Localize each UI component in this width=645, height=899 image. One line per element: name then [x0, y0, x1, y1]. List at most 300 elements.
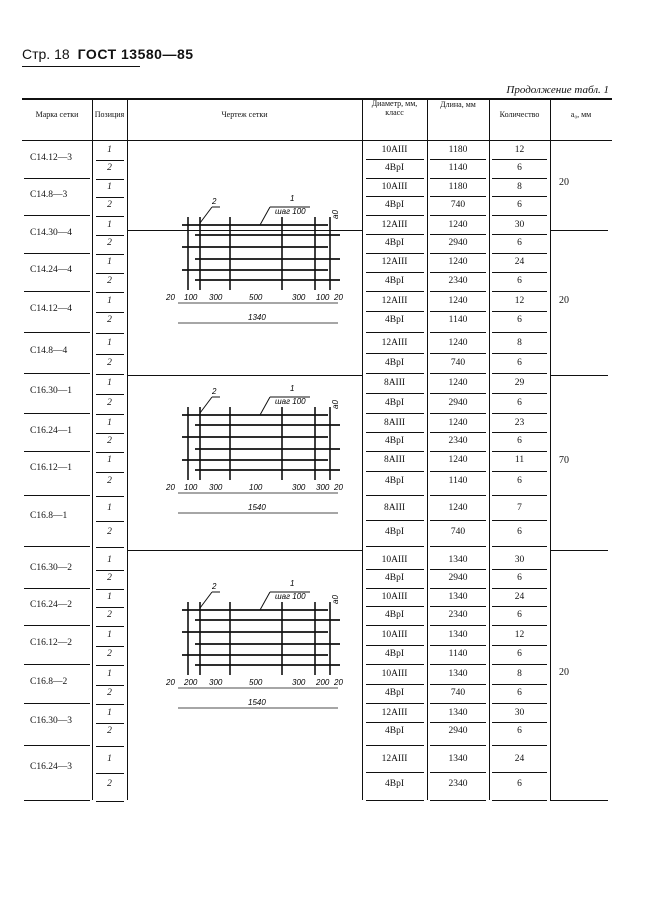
row-len: 1140: [448, 315, 468, 325]
column-divider: [92, 98, 93, 800]
row-rule: [96, 216, 124, 217]
row-rule: [96, 374, 124, 375]
column-header: Марка сетки: [35, 110, 79, 119]
row-len: 1340: [448, 630, 468, 640]
mark-rule: [24, 703, 90, 704]
row-rule: [366, 664, 424, 665]
drawing-rule: [127, 375, 362, 376]
row-rule: [430, 664, 486, 665]
row-qty: 8: [517, 338, 522, 348]
row-rule: [366, 451, 424, 452]
dimension-label: 20: [166, 678, 175, 687]
row-rule: [96, 433, 124, 434]
row-mark: С16.30—1: [30, 386, 72, 396]
row-rule: [96, 394, 124, 395]
row-position: 2: [107, 726, 112, 736]
group-rule: [550, 230, 608, 231]
row-rule: [96, 704, 124, 705]
label-pos1: 1: [290, 195, 295, 203]
row-rule: [430, 684, 486, 685]
row-qty: 30: [514, 555, 525, 565]
row-len: 1240: [448, 418, 468, 428]
row-rule: [96, 160, 124, 161]
label-pos2: 2: [212, 582, 217, 591]
row-rule: [492, 393, 547, 394]
a0-value: 20: [559, 294, 569, 306]
row-diam: 4BpI: [385, 726, 404, 736]
label-pos1: 1: [290, 580, 295, 588]
row-qty: 6: [517, 163, 522, 173]
row-rule: [430, 272, 486, 273]
row-len: 2340: [448, 779, 468, 789]
row-mark: С14.24—4: [30, 265, 72, 275]
mark-rule: [24, 664, 90, 665]
column-header: Диаметр, мм, класс: [371, 99, 418, 117]
dimension-label: 200: [316, 678, 330, 687]
row-position: 2: [107, 358, 112, 368]
row-qty: 12: [514, 630, 525, 640]
row-qty: 12: [514, 145, 525, 155]
row-qty: 24: [514, 592, 525, 602]
row-len: 1240: [448, 503, 468, 513]
row-qty: 6: [517, 276, 522, 286]
dimension-label: 300: [316, 483, 330, 492]
row-rule: [366, 471, 424, 472]
row-len: 1140: [448, 476, 468, 486]
row-rule: [492, 520, 547, 521]
row-len: 1180: [448, 182, 468, 192]
row-rule: [492, 664, 547, 665]
dimension-label: 100: [184, 483, 198, 492]
row-position: 2: [107, 688, 112, 698]
row-position: 2: [107, 315, 112, 325]
row-len: 1240: [448, 338, 468, 348]
row-position: 1: [107, 257, 112, 267]
row-rule: [492, 569, 547, 570]
mark-rule: [24, 291, 90, 292]
row-position: 2: [107, 573, 112, 583]
row-qty: 24: [514, 754, 525, 764]
row-position: 1: [107, 182, 112, 192]
row-len: 1340: [448, 754, 468, 764]
row-len: 740: [450, 527, 466, 537]
row-rule: [430, 645, 486, 646]
row-qty: 6: [517, 649, 522, 659]
row-qty: 6: [517, 315, 522, 325]
row-rule: [492, 373, 547, 374]
row-qty: 6: [517, 358, 522, 368]
row-diam: 12AIII: [381, 708, 408, 718]
row-rule: [492, 253, 547, 254]
row-diam: 8AIII: [383, 418, 406, 428]
row-rule: [366, 569, 424, 570]
row-rule: [96, 273, 124, 274]
row-position: 1: [107, 708, 112, 718]
page-number: Стр. 18: [22, 46, 70, 62]
label-pos1: 1: [290, 385, 295, 393]
dimension-label: 20: [334, 293, 343, 302]
continuation-label: Продолжение табл. 1: [506, 84, 609, 96]
row-diam: 8AIII: [383, 378, 406, 388]
row-diam: 12AIII: [381, 257, 408, 267]
row-rule: [492, 606, 547, 607]
row-mark: С16.24—3: [30, 762, 72, 772]
row-rule: [96, 254, 124, 255]
row-rule: [96, 665, 124, 666]
row-mark: С14.12—4: [30, 304, 72, 314]
row-position: 2: [107, 436, 112, 446]
row-len: 740: [450, 688, 466, 698]
row-rule: [96, 312, 124, 313]
row-rule: [430, 413, 486, 414]
row-len: 2340: [448, 276, 468, 286]
a0-label: a0: [331, 595, 340, 604]
row-position: 2: [107, 779, 112, 789]
row-rule: [96, 179, 124, 180]
row-rule: [96, 496, 124, 497]
row-rule: [492, 311, 547, 312]
row-len: 740: [450, 200, 466, 210]
row-rule: [96, 452, 124, 453]
row-rule: [492, 772, 547, 773]
dimension-label: 20: [334, 483, 343, 492]
total-length: 1540: [248, 503, 266, 512]
mark-rule: [24, 373, 90, 374]
dimension-label: 300: [292, 293, 306, 302]
row-rule: [430, 800, 486, 801]
row-qty: 29: [514, 378, 525, 388]
row-position: 1: [107, 592, 112, 602]
row-rule: [96, 626, 124, 627]
row-rule: [366, 645, 424, 646]
row-len: 1240: [448, 220, 468, 230]
row-rule: [366, 432, 424, 433]
row-position: 1: [107, 220, 112, 230]
row-diam: 8AIII: [383, 455, 406, 465]
row-rule: [366, 722, 424, 723]
row-rule: [366, 546, 424, 547]
column-divider: [127, 98, 128, 800]
row-rule: [96, 235, 124, 236]
row-rule: [96, 472, 124, 473]
row-qty: 6: [517, 476, 522, 486]
dimension-label: 300: [292, 678, 306, 687]
row-diam: 8AIII: [383, 503, 406, 513]
row-rule: [430, 311, 486, 312]
row-rule: [492, 625, 547, 626]
row-rule: [366, 684, 424, 685]
row-diam: 4BpI: [385, 315, 404, 325]
row-qty: 6: [517, 527, 522, 537]
row-rule: [430, 178, 486, 179]
row-rule: [492, 546, 547, 547]
row-qty: 6: [517, 726, 522, 736]
row-rule: [366, 495, 424, 496]
mark-rule: [24, 745, 90, 746]
row-rule: [492, 432, 547, 433]
row-qty: 6: [517, 200, 522, 210]
row-rule: [492, 332, 547, 333]
row-position: 2: [107, 610, 112, 620]
row-rule: [430, 332, 486, 333]
row-rule: [430, 703, 486, 704]
label-pos2: 2: [212, 197, 217, 206]
row-qty: 6: [517, 436, 522, 446]
row-len: 2940: [448, 238, 468, 248]
row-rule: [430, 215, 486, 216]
row-position: 1: [107, 378, 112, 388]
row-rule: [492, 684, 547, 685]
row-rule: [96, 292, 124, 293]
row-rule: [366, 311, 424, 312]
row-rule: [366, 772, 424, 773]
row-rule: [492, 451, 547, 452]
row-diam: 10AIII: [381, 145, 408, 155]
header-rule: [22, 66, 140, 67]
step-label: шаг 100: [275, 397, 306, 406]
dimension-label: 300: [209, 293, 223, 302]
dimension-label: 20: [166, 483, 175, 492]
row-len: 1240: [448, 257, 468, 267]
row-rule: [430, 253, 486, 254]
row-qty: 8: [517, 669, 522, 679]
row-position: 2: [107, 476, 112, 486]
row-position: 2: [107, 238, 112, 248]
row-rule: [430, 353, 486, 354]
drawing-rule: [127, 550, 362, 551]
row-position: 1: [107, 338, 112, 348]
column-divider: [550, 98, 551, 800]
row-rule: [492, 745, 547, 746]
page-header: [22, 46, 194, 62]
row-qty: 23: [514, 418, 525, 428]
label-pos2: 2: [212, 387, 217, 396]
row-len: 1140: [448, 163, 468, 173]
row-rule: [366, 393, 424, 394]
row-qty: 6: [517, 779, 522, 789]
row-rule: [96, 723, 124, 724]
row-rule: [492, 413, 547, 414]
row-rule: [366, 745, 424, 746]
row-rule: [96, 646, 124, 647]
row-rule: [366, 178, 424, 179]
mesh-drawing: [160, 195, 360, 335]
row-position: 2: [107, 200, 112, 210]
row-len: 1240: [448, 455, 468, 465]
total-length: 1340: [248, 313, 266, 322]
row-position: 2: [107, 398, 112, 408]
mark-rule: [24, 178, 90, 179]
row-len: 1240: [448, 378, 468, 388]
row-rule: [96, 801, 124, 802]
row-rule: [430, 722, 486, 723]
row-rule: [430, 471, 486, 472]
group-rule: [550, 800, 608, 801]
mark-rule: [24, 495, 90, 496]
row-mark: С16.24—2: [30, 600, 72, 610]
row-mark: С16.24—1: [30, 426, 72, 436]
row-len: 1340: [448, 708, 468, 718]
row-mark: С14.8—4: [30, 346, 68, 356]
row-position: 1: [107, 555, 112, 565]
a0-label: a0: [331, 210, 340, 219]
row-rule: [430, 772, 486, 773]
a0-value: 70: [559, 454, 569, 466]
row-len: 1240: [448, 296, 468, 306]
mesh-drawing: [160, 580, 360, 720]
row-position: 1: [107, 669, 112, 679]
row-rule: [492, 495, 547, 496]
row-rule: [430, 432, 486, 433]
row-mark: С16.30—2: [30, 563, 72, 573]
row-diam: 4BpI: [385, 476, 404, 486]
mark-rule: [24, 546, 90, 547]
row-len: 1340: [448, 592, 468, 602]
row-diam: 4BpI: [385, 276, 404, 286]
mark-rule: [24, 625, 90, 626]
row-mark: С16.8—1: [30, 511, 68, 521]
row-rule: [96, 685, 124, 686]
row-diam: 4BpI: [385, 358, 404, 368]
row-qty: 24: [514, 257, 525, 267]
row-position: 2: [107, 527, 112, 537]
row-rule: [492, 196, 547, 197]
row-qty: 6: [517, 610, 522, 620]
row-rule: [366, 520, 424, 521]
dimension-label: 200: [184, 678, 198, 687]
row-len: 1180: [448, 145, 468, 155]
row-len: 1340: [448, 669, 468, 679]
row-diam: 4BpI: [385, 527, 404, 537]
row-rule: [492, 353, 547, 354]
row-rule: [366, 703, 424, 704]
row-rule: [430, 569, 486, 570]
row-diam: 4BpI: [385, 163, 404, 173]
dimension-label: 20: [334, 678, 343, 687]
row-qty: 6: [517, 573, 522, 583]
column-header: Чертеж сетки: [221, 110, 268, 119]
group-rule: [550, 375, 608, 376]
row-len: 740: [450, 358, 466, 368]
row-position: 1: [107, 630, 112, 640]
row-position: 1: [107, 418, 112, 428]
dimension-label: 100: [316, 293, 330, 302]
dimension-label: 500: [249, 293, 263, 302]
row-rule: [366, 353, 424, 354]
row-rule: [492, 178, 547, 179]
row-diam: 4BpI: [385, 573, 404, 583]
row-rule: [366, 332, 424, 333]
row-mark: С16.30—3: [30, 716, 72, 726]
step-label: шаг 100: [275, 207, 306, 216]
row-diam: 12AIII: [381, 754, 408, 764]
row-position: 1: [107, 455, 112, 465]
column-header: Длина, мм: [440, 100, 476, 109]
row-len: 2340: [448, 610, 468, 620]
row-position: 1: [107, 754, 112, 764]
row-rule: [366, 253, 424, 254]
mark-rule: [24, 332, 90, 333]
row-rule: [430, 159, 486, 160]
mark-rule: [24, 588, 90, 589]
row-qty: 6: [517, 238, 522, 248]
row-diam: 4BpI: [385, 779, 404, 789]
row-rule: [96, 746, 124, 747]
row-mark: С16.8—2: [30, 677, 68, 687]
mark-rule: [24, 215, 90, 216]
row-rule: [492, 234, 547, 235]
row-rule: [366, 196, 424, 197]
row-rule: [492, 645, 547, 646]
row-rule: [492, 800, 547, 801]
row-rule: [366, 234, 424, 235]
row-rule: [492, 722, 547, 723]
mark-rule: [24, 800, 90, 801]
row-len: 2340: [448, 436, 468, 446]
row-rule: [430, 196, 486, 197]
row-diam: 10AIII: [381, 592, 408, 602]
row-rule: [430, 520, 486, 521]
row-rule: [430, 625, 486, 626]
row-rule: [492, 272, 547, 273]
row-rule: [430, 451, 486, 452]
a0-label: a0: [331, 400, 340, 409]
row-position: 2: [107, 163, 112, 173]
row-rule: [430, 373, 486, 374]
dimension-label: 500: [249, 678, 263, 687]
row-rule: [96, 333, 124, 334]
row-rule: [366, 373, 424, 374]
dimension-label: 300: [292, 483, 306, 492]
row-rule: [96, 354, 124, 355]
row-len: 1340: [448, 555, 468, 565]
row-rule: [96, 547, 124, 548]
row-diam: 4BpI: [385, 436, 404, 446]
dimension-label: 100: [249, 483, 263, 492]
row-rule: [96, 197, 124, 198]
mark-rule: [24, 451, 90, 452]
row-qty: 6: [517, 398, 522, 408]
row-rule: [366, 272, 424, 273]
mark-rule: [24, 413, 90, 414]
row-rule: [96, 521, 124, 522]
row-diam: 12AIII: [381, 296, 408, 306]
row-rule: [96, 570, 124, 571]
standard-number: ГОСТ 13580—85: [77, 46, 194, 62]
column-header: Позиция: [94, 110, 125, 119]
header-bottom-rule: [22, 140, 612, 141]
row-qty: 12: [514, 296, 525, 306]
row-diam: 12AIII: [381, 338, 408, 348]
dimension-label: 100: [184, 293, 198, 302]
dimension-label: 300: [209, 678, 223, 687]
row-rule: [492, 588, 547, 589]
row-qty: 30: [514, 708, 525, 718]
row-rule: [492, 471, 547, 472]
row-position: 1: [107, 296, 112, 306]
row-len: 1140: [448, 649, 468, 659]
row-rule: [366, 215, 424, 216]
row-rule: [366, 159, 424, 160]
row-diam: 4BpI: [385, 200, 404, 210]
row-position: 2: [107, 649, 112, 659]
row-rule: [366, 588, 424, 589]
row-mark: С14.8—3: [30, 190, 68, 200]
row-diam: 10AIII: [381, 555, 408, 565]
total-length: 1540: [248, 698, 266, 707]
row-rule: [492, 291, 547, 292]
row-qty: 30: [514, 220, 525, 230]
